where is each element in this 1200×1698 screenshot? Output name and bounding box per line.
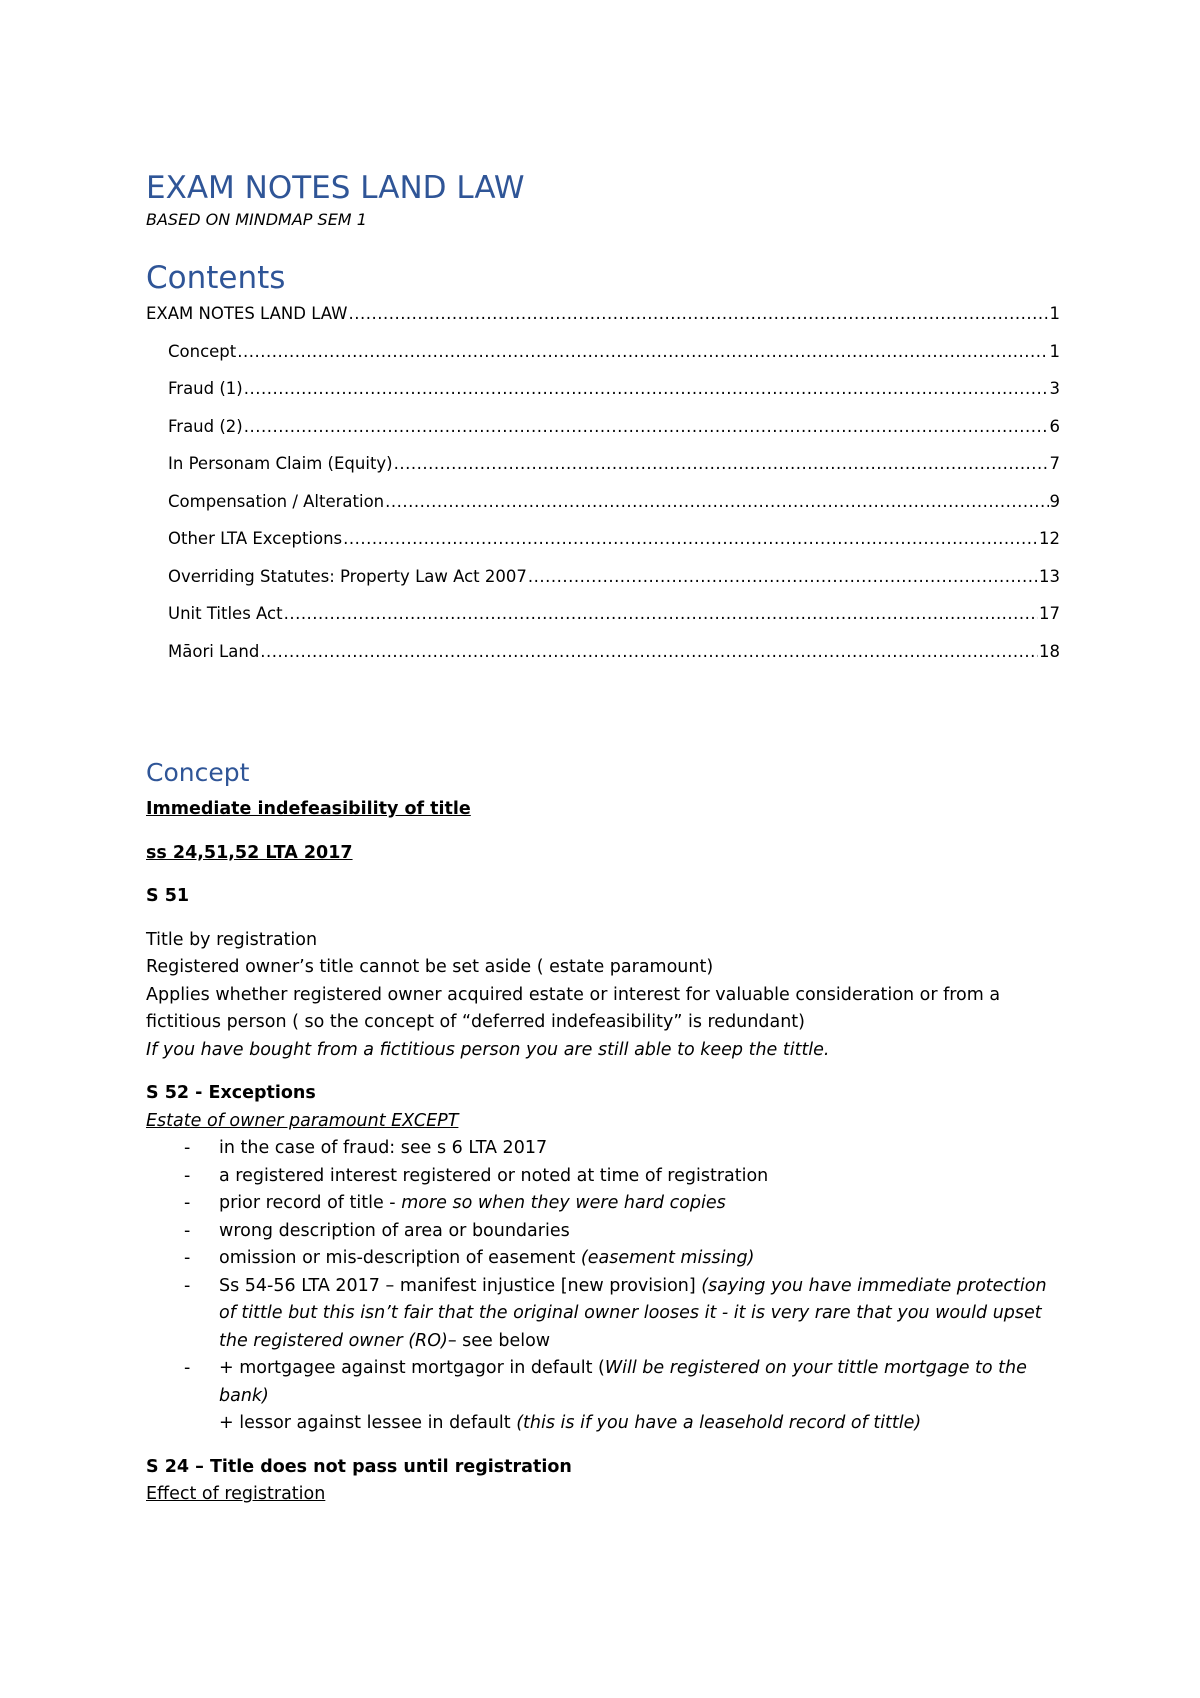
list-item-text: – see below (447, 1330, 551, 1351)
toc-leader (244, 378, 1049, 400)
toc-item-page: 7 (1049, 454, 1060, 473)
toc-leader (260, 641, 1038, 663)
paragraph-italic-note: If you have bought from a fictitious person you are still able to keep the tittle. (146, 1039, 830, 1060)
bullet-dash: - (184, 1193, 191, 1213)
list-item (146, 1163, 1060, 1191)
toc-item[interactable] (146, 528, 1060, 566)
toc-leader (385, 491, 1048, 513)
bullet-dash: - (184, 1275, 191, 1296)
toc-item[interactable] (146, 416, 1060, 454)
toc-item[interactable] (146, 603, 1060, 641)
toc-item-label: Fraud (1) (168, 379, 243, 398)
toc-item[interactable] (146, 303, 1060, 341)
list-item-continuation (146, 1410, 1060, 1438)
toc-item-label: Overriding Statutes: Property Law Act 2007 (168, 566, 527, 586)
list-item-text: wrong description of area or boundaries (219, 1220, 570, 1241)
section-heading-concept: Concept (146, 758, 250, 787)
toc-item[interactable] (146, 566, 1060, 604)
subheading-s24: S 24 – Title does not pass until registration (146, 1456, 572, 1477)
paragraph-line: Registered owner’s title cannot be set aside ( estate paramount) (146, 957, 714, 977)
subheading-effect-of-registration: Effect of registration (146, 1484, 326, 1504)
list-item-text: + lessor against lessee in default (219, 1413, 517, 1433)
list-item-text: + mortgagee against mortgagor in default ( (219, 1358, 605, 1378)
bullet-dash: - (184, 1138, 191, 1158)
paragraph-line: Applies whether registered owner acquired estate or interest for valuable consideration or from a fictitious person ( so the concept of “deferred indefeasibility” is redundant) (146, 984, 1001, 1032)
toc-leader (394, 453, 1049, 475)
list-item-note: (saying you have immediate protection of tittle but this isn’t fair that the original owner looses it - it is very rare that you would upset the registered owner (RO) (219, 1275, 1047, 1351)
toc-leader (237, 341, 1048, 363)
paragraph-line: Title by registration (146, 929, 318, 950)
toc-item-page: 1 (1049, 341, 1060, 361)
toc-leader (528, 566, 1038, 588)
list-item-text: omission or mis-description of easement (219, 1248, 581, 1268)
toc-item-page: 3 (1049, 379, 1060, 398)
list-item (146, 1135, 1060, 1163)
subheading-s52: S 52 - Exceptions (146, 1083, 316, 1103)
toc-item-label: Compensation / Alteration (168, 491, 385, 511)
bullet-dash: - (184, 1165, 191, 1186)
toc-item-page: 12 (1039, 529, 1060, 548)
list-item-note: more so when they were hard copies (401, 1193, 726, 1213)
bullet-dash: - (184, 1220, 191, 1241)
toc-item[interactable] (146, 491, 1060, 529)
toc-item-label: Fraud (2) (168, 416, 243, 436)
toc-item[interactable] (146, 378, 1060, 416)
concept-body (146, 796, 1060, 1509)
list-item-text: prior record of title - (219, 1193, 402, 1213)
exceptions-list (146, 1135, 1060, 1438)
list-item-note: (this is if you have a leasehold record of tittle) (516, 1413, 922, 1433)
toc-leader (343, 528, 1038, 550)
toc-item-page: 6 (1049, 416, 1060, 436)
list-item-text: Ss 54-56 LTA 2017 – manifest injustice [new provision] (219, 1275, 702, 1296)
toc-item-page: 18 (1039, 641, 1060, 661)
list-item (146, 1273, 1060, 1356)
toc-item-label: Other LTA Exceptions (168, 529, 343, 548)
toc-item-label: Concept (168, 341, 237, 361)
list-item (146, 1355, 1060, 1410)
toc-item-label: In Personam Claim (Equity) (168, 454, 393, 473)
list-item-note: Will be registered on your tittle mortgage to the bank) (219, 1358, 1027, 1406)
list-item (146, 1245, 1060, 1273)
toc-item-label: EXAM NOTES LAND LAW (146, 304, 348, 323)
bullet-dash: - (184, 1248, 191, 1268)
toc-leader (284, 603, 1038, 625)
document-title: EXAM NOTES LAND LAW (146, 170, 525, 206)
document-subtitle: BASED ON MINDMAP SEM 1 (146, 210, 367, 229)
toc-item-label: Unit Titles Act (168, 604, 283, 623)
toc-item-page: 1 (1049, 304, 1060, 323)
document-content (146, 166, 1060, 1504)
toc-leader (348, 303, 1048, 325)
toc-item-label: Māori Land (168, 641, 260, 661)
toc-item-page: 13 (1039, 566, 1060, 586)
bullet-dash: - (184, 1358, 191, 1378)
toc-leader (244, 416, 1049, 438)
toc-item[interactable] (146, 453, 1060, 491)
toc-item[interactable] (146, 641, 1060, 679)
toc-item-page: 9 (1049, 491, 1060, 511)
list-item-note: (easement missing) (580, 1248, 755, 1268)
toc-item-page: 17 (1039, 604, 1060, 623)
list-item-text: a registered interest registered or noted at time of registration (219, 1165, 769, 1186)
subheading-s51: S 51 (146, 886, 190, 906)
subheading-estate-paramount: Estate of owner paramount EXCEPT (146, 1110, 459, 1131)
list-item (146, 1218, 1060, 1246)
list-item (146, 1190, 1060, 1218)
subheading-sections: ss 24,51,52 LTA 2017 (146, 842, 353, 863)
toc-heading: Contents (146, 260, 286, 296)
list-item-text: in the case of fraud: see s 6 LTA 2017 (219, 1138, 548, 1158)
subheading-immediate-indefeasibility: Immediate indefeasibility of title (146, 799, 471, 819)
table-of-contents (146, 303, 1060, 678)
toc-item[interactable] (146, 341, 1060, 379)
